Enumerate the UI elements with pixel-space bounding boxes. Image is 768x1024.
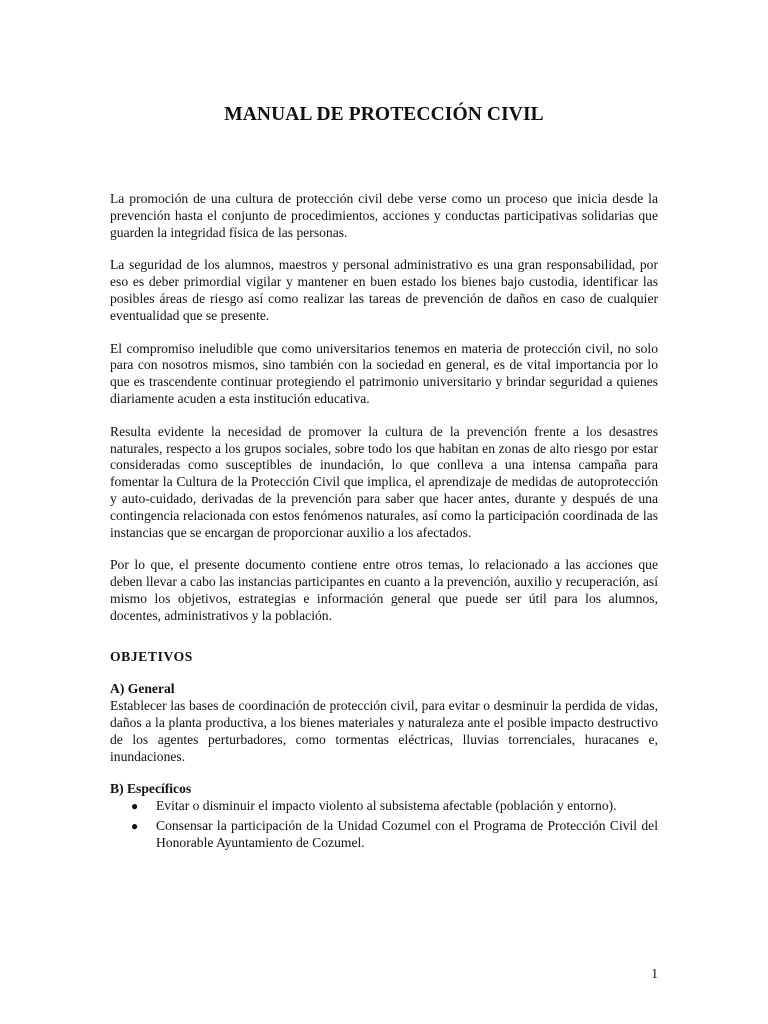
list-item (131, 817, 658, 852)
list-item-text: Evitar o disminuir el impacto violento al subsistema afectable (población y entorno). (156, 798, 617, 814)
paragraph-3: El compromiso ineludible que como universitarios tenemos en materia de protección civil, no solo para con nosotros mismos, sino también con la sociedad en general, es de vital importancia por lo que es trascendente continuar protegiendo el patrimonio universitario y brindar seguridad a quienes diariamente acuden a esta institución educativa. (110, 340, 658, 406)
general-objective-heading: A) General (110, 681, 175, 697)
page-number: 1 (651, 966, 658, 981)
bullet-icon: ● (131, 799, 139, 814)
specific-objectives-list (110, 798, 658, 851)
list-item (131, 798, 658, 815)
paragraph-2: La seguridad de los alumnos, maestros y personal administrativo es una gran responsabilidad, por eso es deber primordial vigilar y mantener en buen estado los bienes bajo custodia, identificar las posibles áreas de riesgo así como realizar las tareas de prevención de daños en caso de cualquier eventualidad que se presente. (110, 257, 658, 323)
general-objective-text: Establecer las bases de coordinación de protección civil, para evitar o desminuir la perdida de vidas, daños a la planta productiva, a los bienes materiales y naturaleza ante el posible impacto destructivo de los agentes perturbadores, como tormentas eléctricas, lluvias torrenciales, huracanes e, inundaciones. (110, 698, 658, 764)
paragraph-4: Resulta evidente la necesidad de promover la cultura de la prevención frente a los desastres naturales, respecto a los grupos sociales, sobre todo los que habitan en zonas de alto riesgo por estar consideradas como susceptibles de inundación, lo que conlleva a una intensa campaña para fomentar la Cultura de la Protección Civil que implica, el aprendizaje de medidas de autoprotección y auto-cuidado, derivadas de la prevención para saber que hacer antes, durante y después de una contingencia relacionada con estos fenómenos naturales, así como la participación coordinada de las instancias que se encargan de proporcionar auxilio a los afectados. (110, 423, 658, 540)
general-objective-section (110, 681, 658, 765)
paragraph-5: Por lo que, el presente documento contiene entre otros temas, lo relacionado a las acciones que deben llevar a cabo las instancias participantes en cuanto a la prevención, auxilio y recuperación, así mismo los objetivos, estrategias e información general que puede ser útil para los alumnos, docentes, administrativos y la población. (110, 557, 658, 623)
document-title: MANUAL DE PROTECCIÓN CIVIL (224, 104, 544, 125)
specific-objectives-section (110, 781, 658, 851)
specific-objectives-heading: B) Específicos (110, 781, 192, 797)
list-item-text: Consensar la participación de la Unidad Cozumel con el Programa de Protección Civil del Honorable Ayuntamiento de Cozumel. (156, 817, 658, 850)
objectives-heading: OBJETIVOS (110, 648, 193, 664)
intro-paragraphs (110, 191, 658, 625)
bullet-icon: ● (131, 818, 139, 833)
paragraph-1: La promoción de una cultura de protección civil debe verse como un proceso que inicia desde la prevención hasta el conjunto de procedimientos, acciones y conductas participativas solidarias que guarden la integridad física de las personas. (110, 191, 658, 240)
